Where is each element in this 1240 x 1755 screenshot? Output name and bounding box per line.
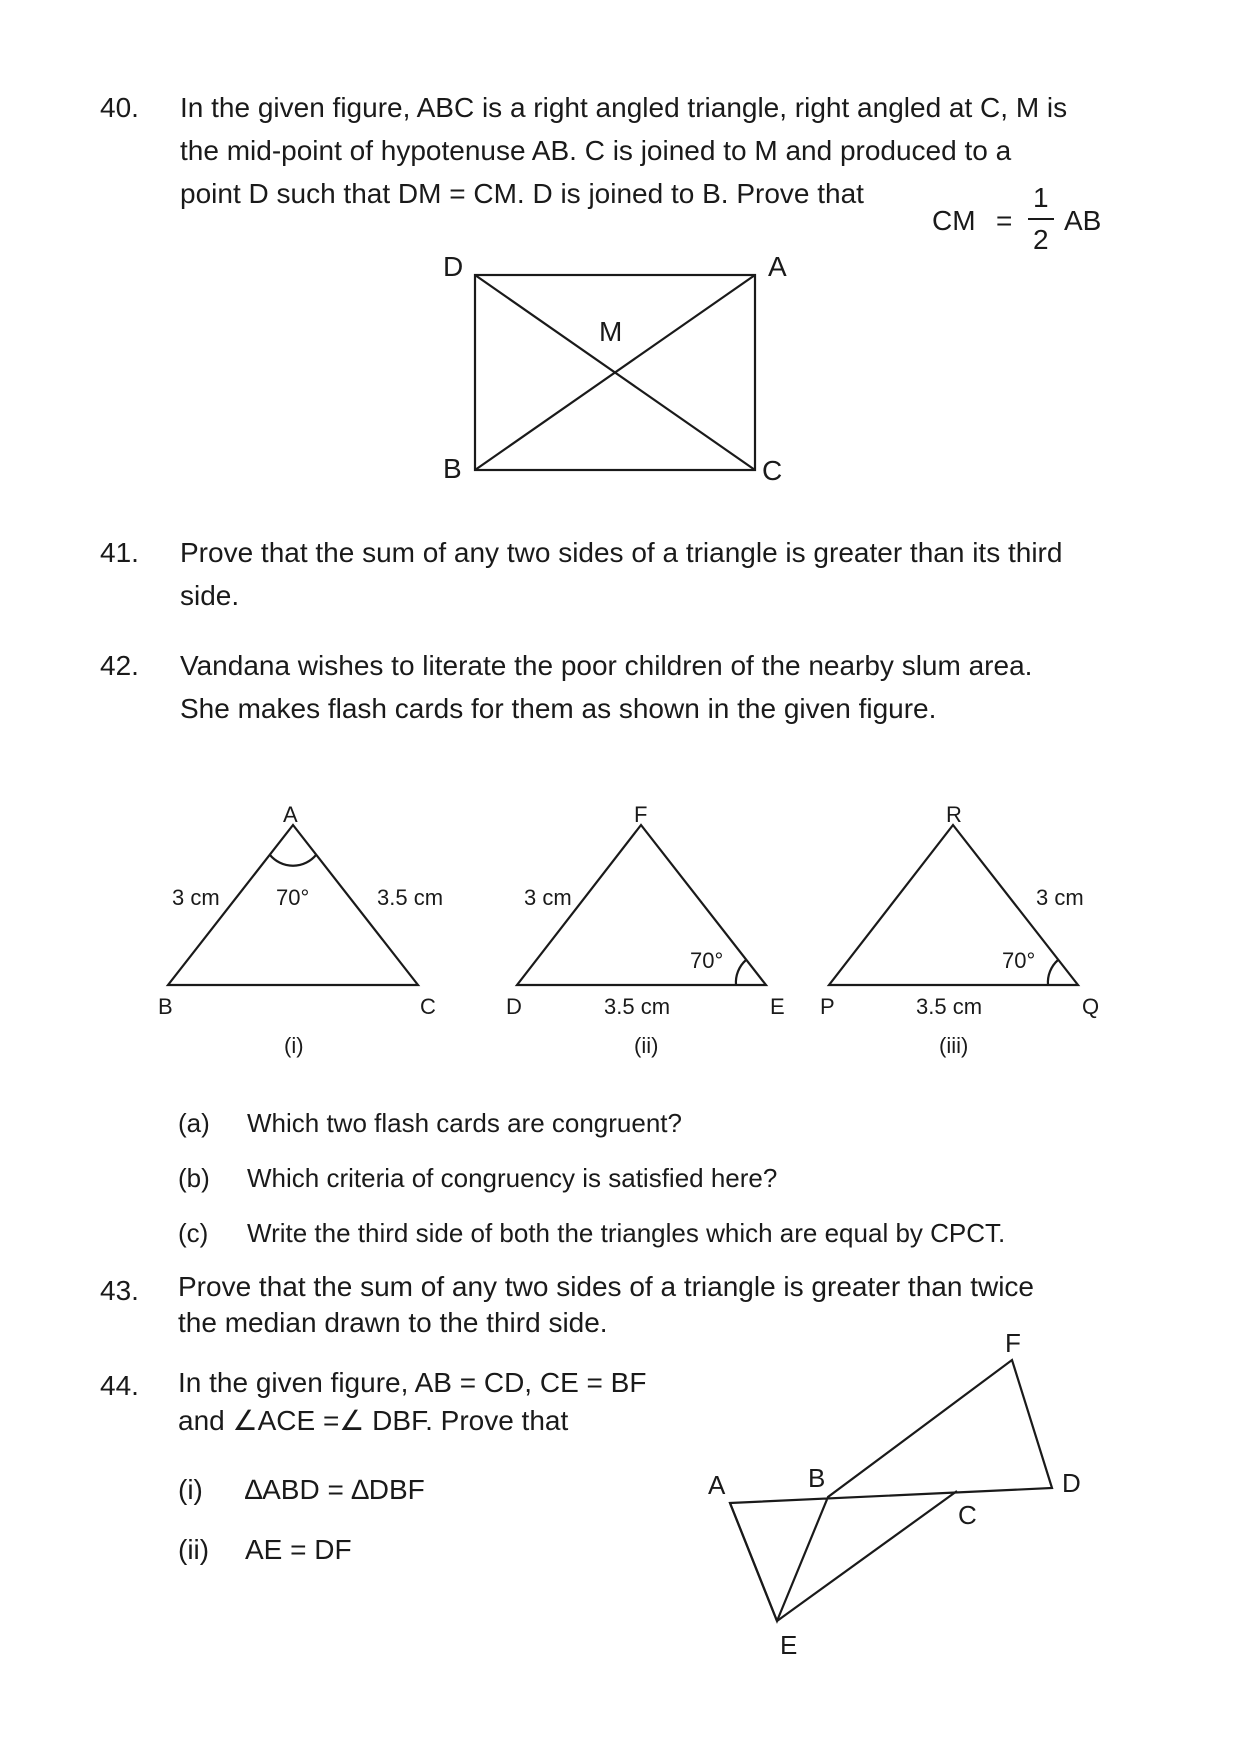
- q44-label-a: A: [708, 1470, 726, 1500]
- q44-outline: [730, 1360, 1052, 1621]
- question-44-line-2: and ∠ACE =∠ DBF. Prove that: [178, 1405, 569, 1436]
- q44-subpart-ii-text: AE = DF: [245, 1534, 352, 1565]
- card-i-side-right: 3.5 cm: [377, 885, 444, 910]
- q40-label-d: D: [443, 251, 464, 282]
- card-iii-apex-label: R: [946, 802, 962, 827]
- q42-subpart-c-text: Write the third side of both the triangles which are equal by CPCT.: [247, 1218, 1006, 1248]
- question-40-line-1: In the given figure, ABC is a right angled triangle, right angled at C, M is: [180, 92, 1068, 123]
- card-i-left-label: B: [158, 994, 173, 1019]
- card-ii-side-left: 3 cm: [524, 885, 572, 910]
- card-i-angle-arc: [270, 855, 316, 866]
- question-40-number: 40.: [100, 92, 139, 123]
- card-ii-apex-label: F: [634, 802, 648, 827]
- question-44-line-1: In the given figure, AB = CD, CE = BF: [178, 1367, 647, 1398]
- card-ii-base: 3.5 cm: [604, 994, 671, 1019]
- q40-label-c: C: [762, 455, 783, 486]
- q44-label-d: D: [1062, 1468, 1081, 1498]
- card-iii-left-label: P: [820, 994, 835, 1019]
- card-i-caption: (i): [284, 1033, 304, 1058]
- question-41-line-1: Prove that the sum of any two sides of a triangle is greater than its third: [180, 537, 1063, 568]
- q42-subpart-a-text: Which two flash cards are congruent?: [247, 1108, 682, 1138]
- card-iii-base: 3.5 cm: [916, 994, 983, 1019]
- card-iii-caption: (iii): [939, 1033, 969, 1058]
- q44-label-b: B: [808, 1463, 826, 1493]
- q40-label-m: M: [599, 316, 623, 347]
- card-ii-angle: 70°: [690, 948, 724, 973]
- card-iii-angle-arc: [1048, 960, 1058, 985]
- card-ii-caption: (ii): [634, 1033, 659, 1058]
- q42-subpart-a-label: (a): [178, 1108, 210, 1138]
- question-41-number: 41.: [100, 537, 139, 568]
- formula-numerator: 1: [1033, 182, 1049, 213]
- question-42-line-2: She makes flash cards for them as shown in the given figure.: [180, 693, 937, 724]
- card-ii-angle-arc: [736, 960, 746, 985]
- card-ii-right-label: E: [770, 994, 785, 1019]
- q42-subpart-b-label: (b): [178, 1163, 210, 1193]
- q44-label-e: E: [780, 1630, 798, 1660]
- formula-lhs: CM: [932, 205, 976, 236]
- q44-subpart-i-text: ∆ABD = ∆DBF: [245, 1474, 425, 1505]
- q44-label-f: F: [1005, 1328, 1021, 1358]
- card-i-right-label: C: [420, 994, 436, 1019]
- q40-label-a: A: [768, 251, 787, 282]
- formula-equals: =: [996, 205, 1013, 236]
- card-ii-left-label: D: [506, 994, 522, 1019]
- q40-figure: [475, 275, 755, 470]
- q44-label-c: C: [958, 1500, 977, 1530]
- question-43-number: 43.: [100, 1275, 139, 1306]
- q44-subpart-ii-label: (ii): [178, 1534, 210, 1565]
- card-i-apex-label: A: [283, 802, 298, 827]
- card-i-side-left: 3 cm: [172, 885, 220, 910]
- formula-rhs: AB: [1064, 205, 1102, 236]
- question-43-line-2: the median drawn to the third side.: [178, 1307, 608, 1338]
- q42-subpart-b-text: Which criteria of congruency is satisfied here?: [247, 1163, 778, 1193]
- question-40-line-3: point D such that DM = CM. D is joined to B. Prove that: [180, 178, 864, 209]
- question-40-line-2: the mid-point of hypotenuse AB. C is joined to M and produced to a: [180, 135, 1012, 166]
- question-42-number: 42.: [100, 650, 139, 681]
- formula-denominator: 2: [1033, 224, 1049, 255]
- q44-segment-ae: [730, 1503, 777, 1621]
- question-42-line-1: Vandana wishes to literate the poor children of the nearby slum area.: [180, 650, 1033, 681]
- card-iii-side-right: 3 cm: [1036, 885, 1084, 910]
- q44-subpart-i-label: (i): [178, 1474, 203, 1505]
- q44-figure: [730, 1360, 1052, 1621]
- q40-label-b: B: [443, 453, 462, 484]
- card-iii-angle: 70°: [1002, 948, 1036, 973]
- question-43-line-1: Prove that the sum of any two sides of a triangle is greater than twice: [178, 1271, 1034, 1302]
- question-44-number: 44.: [100, 1370, 139, 1401]
- card-i-angle: 70°: [276, 885, 310, 910]
- question-41-line-2: side.: [180, 580, 240, 611]
- q42-subpart-c-label: (c): [178, 1218, 209, 1248]
- card-iii-right-label: Q: [1082, 994, 1100, 1019]
